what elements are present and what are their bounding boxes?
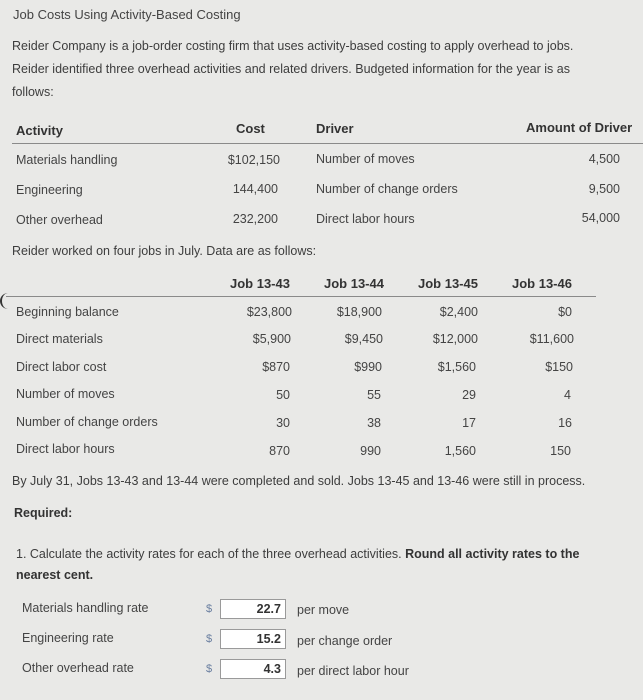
- rate-label-engineering: Engineering rate: [22, 631, 114, 645]
- job-cell: $870: [262, 360, 290, 374]
- job-cell: 16: [558, 416, 572, 430]
- job-cell: 870: [269, 444, 290, 458]
- rate-label-other-overhead: Other overhead rate: [22, 661, 134, 675]
- job-cell: $12,000: [432, 332, 478, 346]
- activity-row-1-driver: Number of moves: [316, 152, 415, 166]
- amount-header: Amount of Driver: [526, 120, 633, 135]
- intro-line-2: Reider identified three overhead activities and related drivers. Budgeted information for the year is as: [12, 62, 570, 76]
- job-cell: $5,900: [252, 332, 291, 346]
- job-row-label: Beginning balance: [16, 305, 119, 319]
- currency-symbol: $: [206, 633, 213, 645]
- status-text: By July 31, Jobs 13-43 and 13-44 were completed and sold. Jobs 13-45 and 13-46 were still in process.: [12, 474, 586, 488]
- job-row-label: Direct materials: [16, 332, 103, 346]
- job-cell: $9,450: [344, 332, 383, 346]
- job-cell: 4: [564, 388, 571, 402]
- activity-row-2-driver: Number of change orders: [316, 182, 458, 196]
- job-cell: 17: [462, 416, 476, 430]
- intro-line-3: follows:: [12, 85, 54, 99]
- rate-unit-other-overhead: per direct labor hour: [297, 664, 409, 678]
- question-text: 1. Calculate the activity rates for each of the three overhead activities.: [16, 547, 406, 561]
- job-cell: 990: [360, 444, 381, 458]
- job-13-43-header: Job 13-43: [230, 276, 290, 291]
- job-cell: 38: [367, 416, 381, 430]
- activity-row-3-amount: 54,000: [581, 211, 620, 225]
- activity-row-1-amount: 4,500: [588, 152, 620, 166]
- required-label: Required:: [14, 506, 73, 520]
- question-line-1: [16, 543, 579, 566]
- job-cell: 55: [367, 388, 381, 402]
- engineering-rate-input[interactable]: 15.2: [220, 629, 286, 649]
- activity-row-2-activity: Engineering: [16, 183, 83, 197]
- activity-row-1-activity: Materials handling: [16, 153, 118, 167]
- rate-label-materials-handling: Materials handling rate: [22, 601, 149, 615]
- job-13-46-header: Job 13-46: [512, 276, 572, 291]
- cost-header: Cost: [236, 121, 265, 136]
- activity-row-3-cost: 232,200: [232, 212, 278, 226]
- materials-handling-rate-input[interactable]: 22.7: [220, 599, 286, 619]
- activity-header: Activity: [16, 123, 63, 138]
- job-cell: 50: [276, 388, 290, 402]
- activity-header-divider: [12, 143, 643, 144]
- job-cell: $2,400: [439, 305, 478, 319]
- job-row-label: Number of change orders: [16, 415, 158, 429]
- job-cell: $23,800: [246, 305, 292, 319]
- job-13-45-header: Job 13-45: [418, 276, 478, 291]
- job-cell: 1,560: [444, 444, 476, 458]
- job-cell: $11,600: [529, 332, 574, 346]
- driver-header: Driver: [316, 121, 354, 136]
- jobs-intro: Reider worked on four jobs in July. Data are as follows:: [12, 244, 317, 258]
- job-cell: $150: [545, 360, 573, 374]
- job-cell: 29: [462, 388, 476, 402]
- other-overhead-rate-input[interactable]: 4.3: [220, 659, 286, 679]
- job-13-44-header: Job 13-44: [324, 276, 384, 291]
- job-cell: $0: [558, 305, 572, 319]
- activity-row-3-activity: Other overhead: [16, 213, 103, 227]
- question-bold-1: Round all activity rates to the: [405, 547, 580, 561]
- job-row-label: Number of moves: [16, 387, 115, 401]
- job-cell: $1,560: [437, 360, 476, 374]
- activity-row-1-cost: $102,150: [227, 153, 280, 167]
- intro-line-1: Reider Company is a job-order costing firm that uses activity-based costing to apply overhead to jobs.: [12, 39, 574, 53]
- activity-row-3-driver: Direct labor hours: [316, 212, 415, 226]
- question-line-2: nearest cent.: [16, 568, 94, 582]
- job-cell: $990: [354, 360, 382, 374]
- activity-row-2-cost: 144,400: [232, 182, 278, 196]
- job-cell: $18,900: [336, 305, 382, 319]
- rate-unit-engineering: per change order: [297, 634, 393, 648]
- activity-row-2-amount: 9,500: [588, 182, 620, 196]
- job-row-label: Direct labor hours: [16, 442, 115, 456]
- rate-unit-materials-handling: per move: [297, 603, 350, 617]
- jobs-header-divider: [6, 296, 596, 297]
- job-row-label: Direct labor cost: [16, 360, 107, 374]
- job-cell: 150: [550, 444, 571, 458]
- left-edge-bracket: [0, 293, 8, 309]
- currency-symbol: $: [206, 663, 213, 675]
- currency-symbol: $: [206, 603, 213, 615]
- job-cell: 30: [276, 416, 290, 430]
- page-title: Job Costs Using Activity-Based Costing: [13, 7, 241, 22]
